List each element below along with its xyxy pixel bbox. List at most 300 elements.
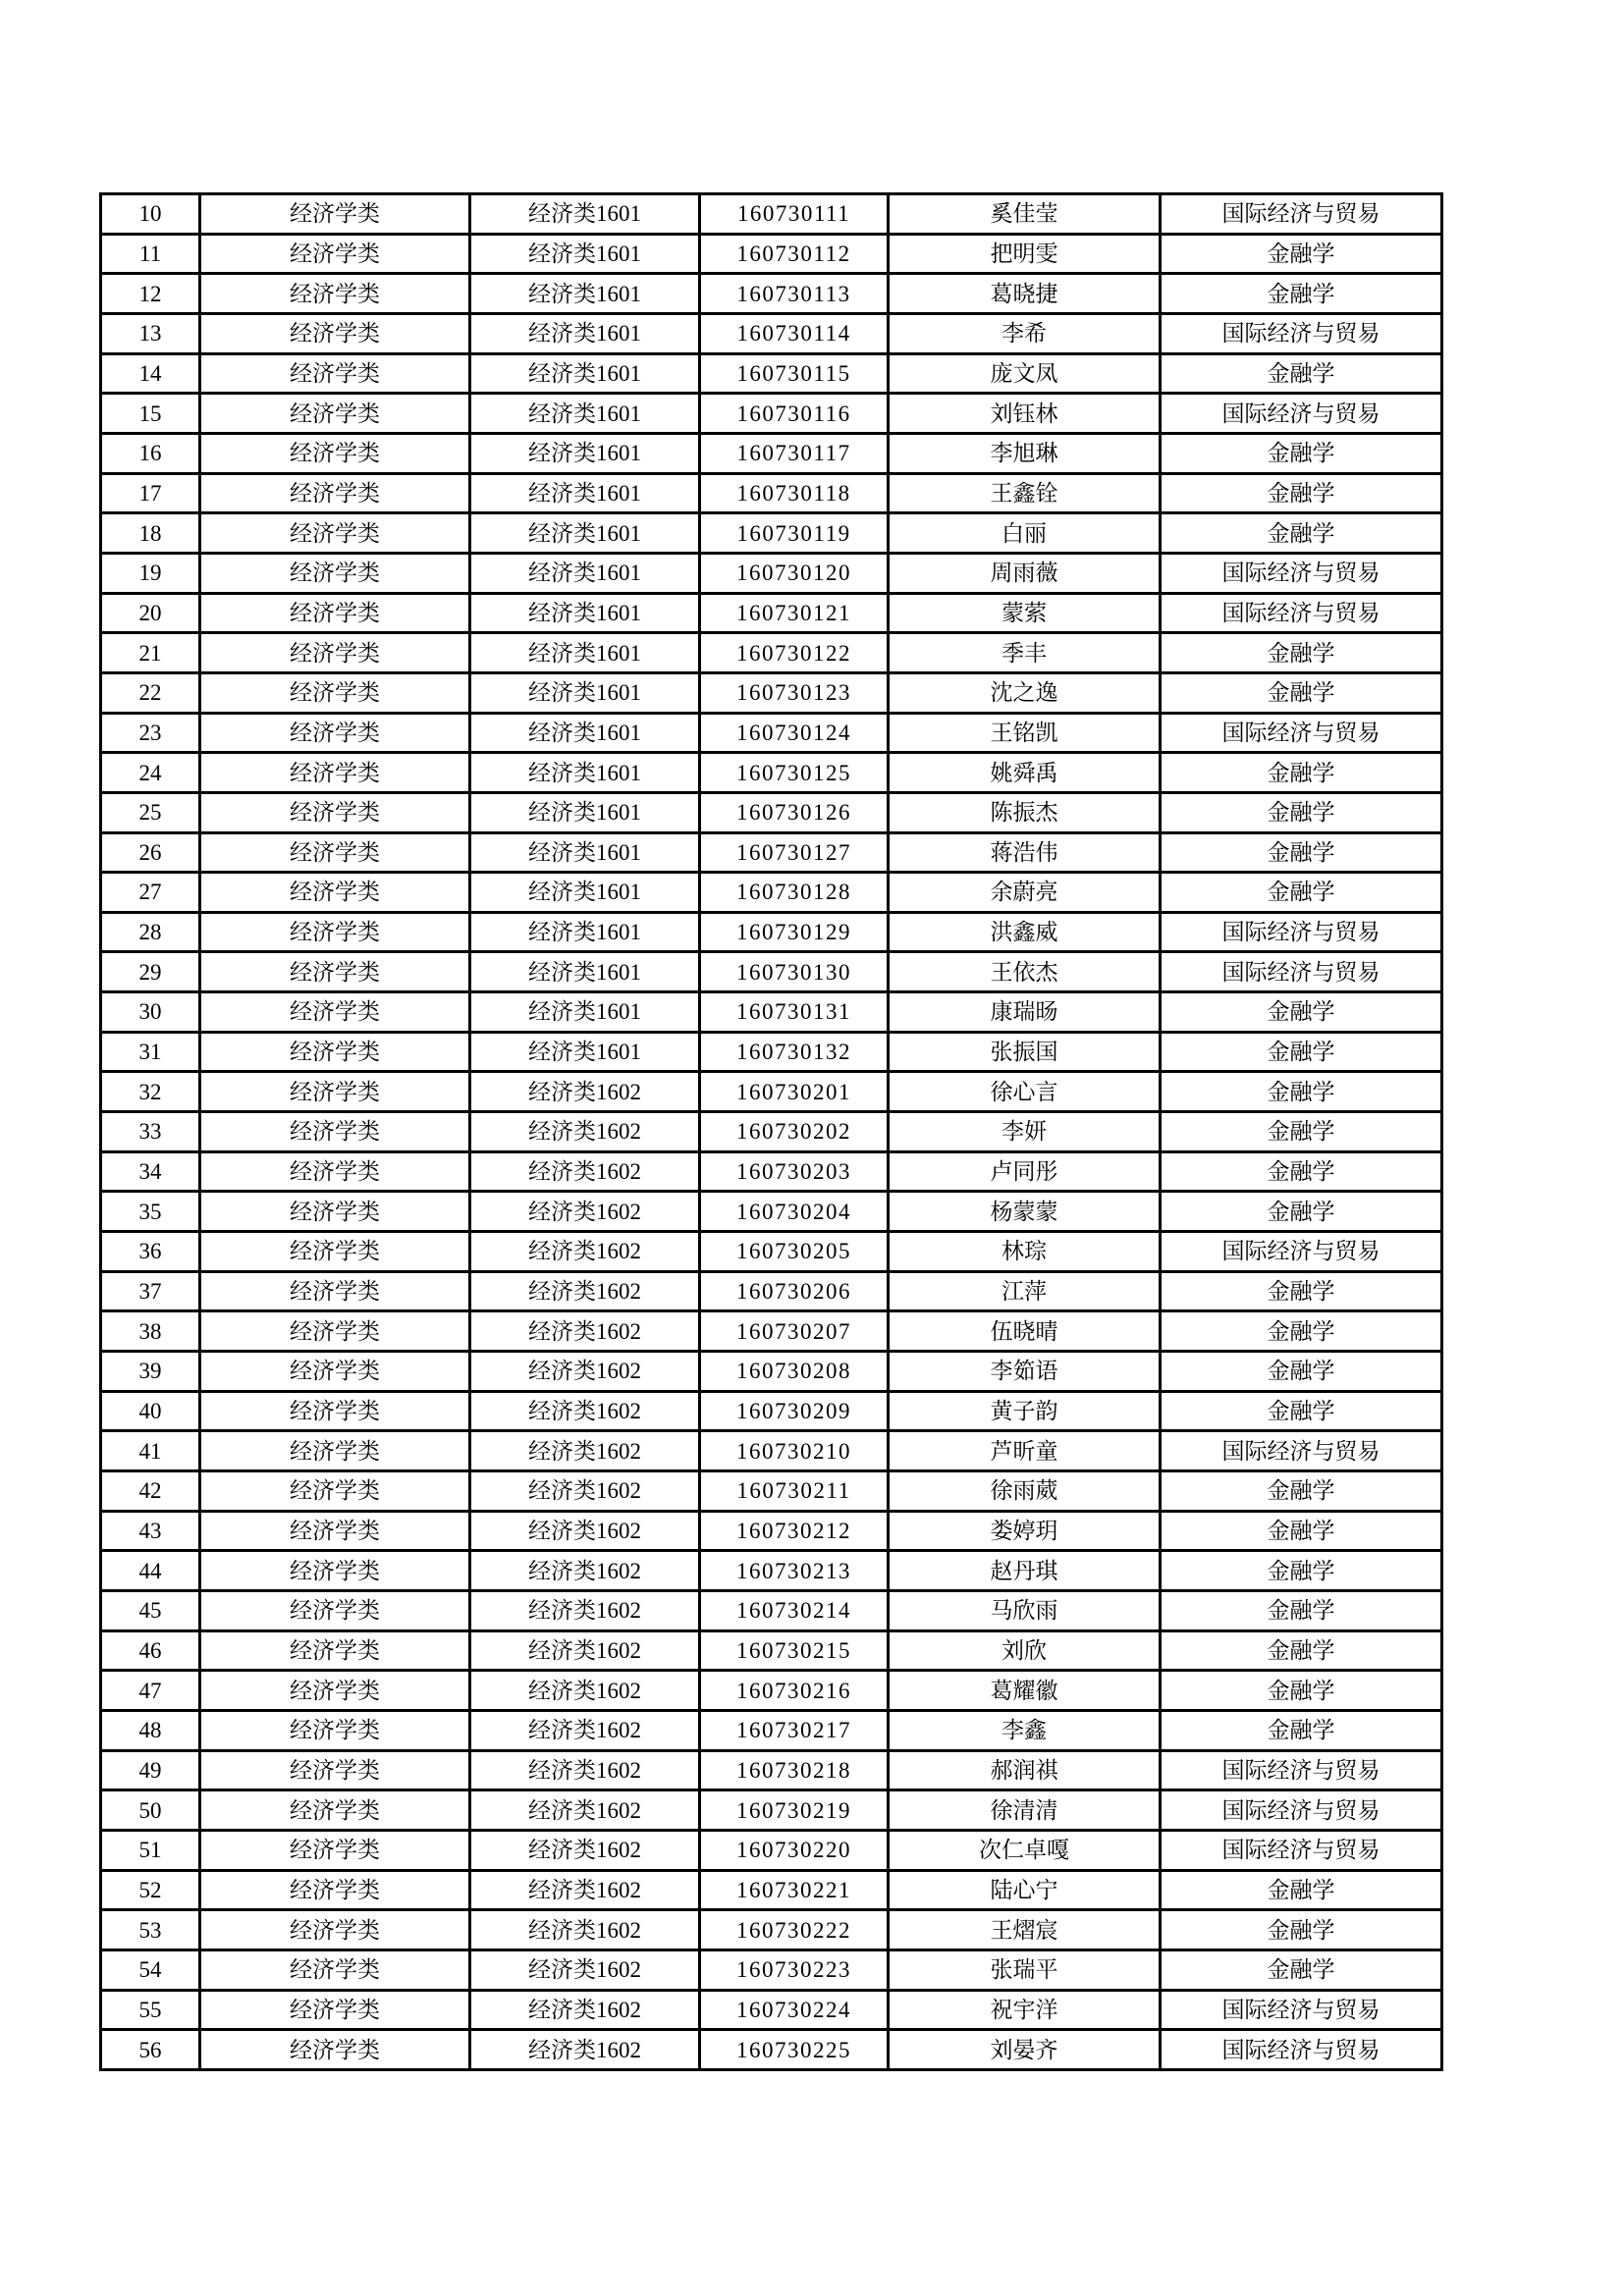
cell-student-id: 160730207	[700, 1311, 889, 1352]
cell-name: 把明雯	[889, 234, 1161, 274]
table-row	[101, 1232, 1442, 1272]
cell-name: 王铭凯	[889, 713, 1161, 753]
cell-class: 经济类1601	[470, 553, 700, 593]
table-row	[101, 672, 1442, 713]
cell-class: 经济类1601	[470, 753, 700, 793]
cell-major: 金融学	[1161, 1151, 1442, 1192]
cell-name: 李希	[889, 313, 1161, 353]
cell-student-id: 160730208	[700, 1352, 889, 1392]
cell-class: 经济类1601	[470, 394, 700, 434]
cell-row-number: 41	[101, 1431, 200, 1471]
table-row	[101, 1151, 1442, 1192]
cell-major: 国际经济与贸易	[1161, 1990, 1442, 2030]
cell-row-number: 27	[101, 873, 200, 913]
cell-student-id: 160730225	[700, 2030, 889, 2070]
cell-name: 庞文凤	[889, 353, 1161, 394]
cell-category: 经济学类	[200, 792, 470, 832]
cell-row-number: 47	[101, 1671, 200, 1711]
cell-name: 马欣雨	[889, 1590, 1161, 1630]
cell-student-id: 160730212	[700, 1511, 889, 1551]
table-row	[101, 952, 1442, 992]
cell-major: 国际经济与贸易	[1161, 194, 1442, 235]
cell-row-number: 26	[101, 832, 200, 873]
cell-name: 次仁卓嘎	[889, 1830, 1161, 1870]
cell-student-id: 160730216	[700, 1671, 889, 1711]
cell-class: 经济类1601	[470, 234, 700, 274]
cell-student-id: 160730120	[700, 553, 889, 593]
cell-major: 金融学	[1161, 1471, 1442, 1512]
cell-major: 金融学	[1161, 1311, 1442, 1352]
cell-major: 国际经济与贸易	[1161, 394, 1442, 434]
cell-class: 经济类1602	[470, 1072, 700, 1112]
cell-major: 金融学	[1161, 873, 1442, 913]
cell-name: 陆心宁	[889, 1870, 1161, 1910]
cell-name: 江萍	[889, 1271, 1161, 1311]
cell-student-id: 160730209	[700, 1391, 889, 1431]
cell-category: 经济学类	[200, 753, 470, 793]
table-row	[101, 1112, 1442, 1152]
cell-row-number: 44	[101, 1551, 200, 1591]
cell-category: 经济学类	[200, 1630, 470, 1671]
cell-category: 经济学类	[200, 1032, 470, 1072]
cell-category: 经济学类	[200, 1750, 470, 1790]
cell-row-number: 37	[101, 1271, 200, 1311]
cell-category: 经济学类	[200, 313, 470, 353]
table-row	[101, 1910, 1442, 1950]
cell-category: 经济学类	[200, 433, 470, 473]
cell-category: 经济学类	[200, 873, 470, 913]
cell-major: 金融学	[1161, 1671, 1442, 1711]
cell-class: 经济类1601	[470, 1032, 700, 1072]
cell-class: 经济类1602	[470, 1271, 700, 1311]
cell-class: 经济类1602	[470, 1710, 700, 1750]
cell-name: 杨蒙蒙	[889, 1192, 1161, 1232]
cell-name: 白丽	[889, 513, 1161, 554]
table-row	[101, 593, 1442, 633]
cell-row-number: 52	[101, 1870, 200, 1910]
cell-category: 经济学类	[200, 1671, 470, 1711]
cell-category: 经济学类	[200, 1471, 470, 1512]
cell-major: 国际经济与贸易	[1161, 2030, 1442, 2070]
cell-student-id: 160730131	[700, 992, 889, 1033]
cell-category: 经济学类	[200, 1551, 470, 1591]
cell-name: 蒋浩伟	[889, 832, 1161, 873]
table-row	[101, 513, 1442, 554]
cell-major: 国际经济与贸易	[1161, 313, 1442, 353]
cell-category: 经济学类	[200, 394, 470, 434]
cell-major: 金融学	[1161, 353, 1442, 394]
table-row	[101, 912, 1442, 952]
cell-major: 金融学	[1161, 992, 1442, 1033]
table-row	[101, 1391, 1442, 1431]
cell-student-id: 160730222	[700, 1910, 889, 1950]
cell-major: 金融学	[1161, 1870, 1442, 1910]
cell-row-number: 11	[101, 234, 200, 274]
cell-category: 经济学类	[200, 473, 470, 513]
cell-name: 王依杰	[889, 952, 1161, 992]
cell-major: 金融学	[1161, 234, 1442, 274]
cell-name: 李鑫	[889, 1710, 1161, 1750]
cell-class: 经济类1601	[470, 873, 700, 913]
cell-major: 金融学	[1161, 1511, 1442, 1551]
cell-row-number: 50	[101, 1790, 200, 1831]
cell-class: 经济类1602	[470, 1910, 700, 1950]
table-row	[101, 792, 1442, 832]
cell-student-id: 160730213	[700, 1551, 889, 1591]
cell-name: 卢同彤	[889, 1151, 1161, 1192]
cell-category: 经济学类	[200, 672, 470, 713]
cell-major: 金融学	[1161, 1910, 1442, 1950]
cell-major: 国际经济与贸易	[1161, 553, 1442, 593]
cell-student-id: 160730221	[700, 1870, 889, 1910]
cell-row-number: 19	[101, 553, 200, 593]
cell-row-number: 33	[101, 1112, 200, 1152]
table-row	[101, 1990, 1442, 2030]
cell-class: 经济类1601	[470, 792, 700, 832]
cell-row-number: 30	[101, 992, 200, 1033]
cell-category: 经济学类	[200, 912, 470, 952]
cell-row-number: 42	[101, 1471, 200, 1512]
cell-class: 经济类1602	[470, 1990, 700, 2030]
table-row	[101, 1590, 1442, 1630]
table-row	[101, 832, 1442, 873]
cell-student-id: 160730125	[700, 753, 889, 793]
table-row	[101, 1551, 1442, 1591]
table-row	[101, 313, 1442, 353]
cell-name: 季丰	[889, 633, 1161, 673]
cell-student-id: 160730203	[700, 1151, 889, 1192]
cell-student-id: 160730122	[700, 633, 889, 673]
table-row	[101, 1192, 1442, 1232]
cell-major: 金融学	[1161, 1391, 1442, 1431]
cell-category: 经济学类	[200, 1232, 470, 1272]
cell-class: 经济类1602	[470, 1790, 700, 1831]
cell-category: 经济学类	[200, 1870, 470, 1910]
cell-class: 经济类1602	[470, 1949, 700, 1990]
table-row	[101, 713, 1442, 753]
table-row	[101, 274, 1442, 314]
table-row	[101, 1830, 1442, 1870]
cell-student-id: 160730123	[700, 672, 889, 713]
cell-row-number: 21	[101, 633, 200, 673]
cell-row-number: 29	[101, 952, 200, 992]
cell-class: 经济类1602	[470, 1431, 700, 1471]
cell-student-id: 160730113	[700, 274, 889, 314]
cell-row-number: 22	[101, 672, 200, 713]
cell-class: 经济类1602	[470, 1750, 700, 1790]
cell-class: 经济类1601	[470, 912, 700, 952]
cell-name: 张瑞平	[889, 1949, 1161, 1990]
cell-category: 经济学类	[200, 1710, 470, 1750]
cell-row-number: 51	[101, 1830, 200, 1870]
cell-student-id: 160730205	[700, 1232, 889, 1272]
cell-row-number: 14	[101, 353, 200, 394]
cell-student-id: 160730112	[700, 234, 889, 274]
cell-student-id: 160730217	[700, 1710, 889, 1750]
cell-category: 经济学类	[200, 1072, 470, 1112]
cell-row-number: 13	[101, 313, 200, 353]
table-row	[101, 753, 1442, 793]
cell-category: 经济学类	[200, 1949, 470, 1990]
cell-major: 金融学	[1161, 1630, 1442, 1671]
cell-class: 经济类1601	[470, 353, 700, 394]
cell-name: 蒙萦	[889, 593, 1161, 633]
cell-class: 经济类1602	[470, 1551, 700, 1591]
cell-name: 刘欣	[889, 1630, 1161, 1671]
cell-row-number: 10	[101, 194, 200, 235]
cell-row-number: 43	[101, 1511, 200, 1551]
table-row	[101, 1072, 1442, 1112]
cell-name: 沈之逸	[889, 672, 1161, 713]
table-row	[101, 353, 1442, 394]
cell-student-id: 160730220	[700, 1830, 889, 1870]
cell-major: 金融学	[1161, 274, 1442, 314]
cell-student-id: 160730118	[700, 473, 889, 513]
cell-class: 经济类1601	[470, 992, 700, 1033]
table-row	[101, 1750, 1442, 1790]
cell-category: 经济学类	[200, 713, 470, 753]
cell-category: 经济学类	[200, 353, 470, 394]
cell-class: 经济类1601	[470, 194, 700, 235]
cell-major: 国际经济与贸易	[1161, 713, 1442, 753]
cell-row-number: 25	[101, 792, 200, 832]
cell-name: 周雨薇	[889, 553, 1161, 593]
table-row	[101, 1870, 1442, 1910]
cell-row-number: 12	[101, 274, 200, 314]
table-row	[101, 992, 1442, 1033]
cell-category: 经济学类	[200, 1151, 470, 1192]
table-row	[101, 1511, 1442, 1551]
cell-student-id: 160730219	[700, 1790, 889, 1831]
cell-row-number: 56	[101, 2030, 200, 2070]
cell-name: 刘晏齐	[889, 2030, 1161, 2070]
cell-category: 经济学类	[200, 1192, 470, 1232]
cell-name: 陈振杰	[889, 792, 1161, 832]
cell-category: 经济学类	[200, 553, 470, 593]
cell-class: 经济类1601	[470, 672, 700, 713]
cell-student-id: 160730224	[700, 1990, 889, 2030]
cell-name: 芦昕童	[889, 1431, 1161, 1471]
cell-row-number: 54	[101, 1949, 200, 1990]
cell-class: 经济类1602	[470, 1311, 700, 1352]
cell-name: 郝润祺	[889, 1750, 1161, 1790]
cell-category: 经济学类	[200, 1790, 470, 1831]
cell-major: 金融学	[1161, 1710, 1442, 1750]
cell-name: 王熠宸	[889, 1910, 1161, 1950]
cell-student-id: 160730117	[700, 433, 889, 473]
cell-major: 金融学	[1161, 1949, 1442, 1990]
cell-name: 洪鑫威	[889, 912, 1161, 952]
cell-student-id: 160730124	[700, 713, 889, 753]
table-row	[101, 473, 1442, 513]
cell-student-id: 160730223	[700, 1949, 889, 1990]
cell-class: 经济类1601	[470, 713, 700, 753]
cell-major: 金融学	[1161, 433, 1442, 473]
cell-category: 经济学类	[200, 952, 470, 992]
table-row	[101, 1471, 1442, 1512]
cell-major: 国际经济与贸易	[1161, 1790, 1442, 1831]
cell-category: 经济学类	[200, 1112, 470, 1152]
cell-major: 国际经济与贸易	[1161, 593, 1442, 633]
cell-row-number: 15	[101, 394, 200, 434]
cell-major: 金融学	[1161, 513, 1442, 554]
cell-student-id: 160730119	[700, 513, 889, 554]
cell-major: 金融学	[1161, 633, 1442, 673]
cell-student-id: 160730127	[700, 832, 889, 873]
cell-class: 经济类1602	[470, 1511, 700, 1551]
table-row	[101, 1352, 1442, 1392]
cell-row-number: 32	[101, 1072, 200, 1112]
table-row	[101, 1671, 1442, 1711]
cell-name: 康瑞旸	[889, 992, 1161, 1033]
table-row	[101, 633, 1442, 673]
cell-student-id: 160730132	[700, 1032, 889, 1072]
cell-student-id: 160730116	[700, 394, 889, 434]
table-row	[101, 1630, 1442, 1671]
cell-major: 国际经济与贸易	[1161, 1232, 1442, 1272]
cell-name: 赵丹琪	[889, 1551, 1161, 1591]
cell-row-number: 48	[101, 1710, 200, 1750]
table-row	[101, 1790, 1442, 1831]
cell-student-id: 160730211	[700, 1471, 889, 1512]
cell-row-number: 20	[101, 593, 200, 633]
cell-class: 经济类1602	[470, 1630, 700, 1671]
cell-category: 经济学类	[200, 1511, 470, 1551]
cell-student-id: 160730206	[700, 1271, 889, 1311]
cell-major: 国际经济与贸易	[1161, 1431, 1442, 1471]
cell-student-id: 160730201	[700, 1072, 889, 1112]
cell-class: 经济类1602	[470, 1830, 700, 1870]
table-row	[101, 2030, 1442, 2070]
cell-major: 金融学	[1161, 1352, 1442, 1392]
cell-category: 经济学类	[200, 1990, 470, 2030]
table-row	[101, 1032, 1442, 1072]
cell-row-number: 55	[101, 1990, 200, 2030]
cell-name: 刘钰林	[889, 394, 1161, 434]
cell-name: 伍晓晴	[889, 1311, 1161, 1352]
table-row	[101, 433, 1442, 473]
cell-name: 张振国	[889, 1032, 1161, 1072]
cell-category: 经济学类	[200, 832, 470, 873]
cell-category: 经济学类	[200, 1311, 470, 1352]
cell-category: 经济学类	[200, 234, 470, 274]
cell-class: 经济类1601	[470, 832, 700, 873]
cell-name: 奚佳莹	[889, 194, 1161, 235]
cell-row-number: 18	[101, 513, 200, 554]
cell-row-number: 39	[101, 1352, 200, 1392]
cell-name: 李妍	[889, 1112, 1161, 1152]
cell-major: 金融学	[1161, 1271, 1442, 1311]
table-row	[101, 553, 1442, 593]
table-row	[101, 394, 1442, 434]
cell-major: 金融学	[1161, 753, 1442, 793]
student-roster-table	[99, 192, 1443, 2071]
cell-student-id: 160730204	[700, 1192, 889, 1232]
cell-class: 经济类1601	[470, 433, 700, 473]
cell-student-id: 160730115	[700, 353, 889, 394]
cell-student-id: 160730202	[700, 1112, 889, 1152]
cell-category: 经济学类	[200, 194, 470, 235]
cell-major: 金融学	[1161, 832, 1442, 873]
cell-major: 国际经济与贸易	[1161, 1830, 1442, 1870]
cell-category: 经济学类	[200, 1830, 470, 1870]
cell-row-number: 40	[101, 1391, 200, 1431]
cell-major: 金融学	[1161, 1112, 1442, 1152]
cell-name: 李旭琳	[889, 433, 1161, 473]
cell-row-number: 28	[101, 912, 200, 952]
cell-class: 经济类1602	[470, 1352, 700, 1392]
cell-class: 经济类1602	[470, 1471, 700, 1512]
cell-major: 金融学	[1161, 1192, 1442, 1232]
cell-class: 经济类1602	[470, 1112, 700, 1152]
cell-row-number: 35	[101, 1192, 200, 1232]
cell-class: 经济类1602	[470, 2030, 700, 2070]
cell-row-number: 46	[101, 1630, 200, 1671]
cell-class: 经济类1602	[470, 1671, 700, 1711]
table-row	[101, 1271, 1442, 1311]
cell-name: 葛晓捷	[889, 274, 1161, 314]
cell-category: 经济学类	[200, 2030, 470, 2070]
cell-student-id: 160730129	[700, 912, 889, 952]
cell-row-number: 38	[101, 1311, 200, 1352]
cell-class: 经济类1602	[470, 1232, 700, 1272]
cell-major: 金融学	[1161, 792, 1442, 832]
cell-class: 经济类1601	[470, 593, 700, 633]
table-row	[101, 1431, 1442, 1471]
cell-class: 经济类1601	[470, 633, 700, 673]
cell-row-number: 24	[101, 753, 200, 793]
cell-student-id: 160730111	[700, 194, 889, 235]
cell-category: 经济学类	[200, 633, 470, 673]
cell-name: 王鑫铨	[889, 473, 1161, 513]
cell-category: 经济学类	[200, 1352, 470, 1392]
cell-class: 经济类1601	[470, 952, 700, 992]
cell-student-id: 160730215	[700, 1630, 889, 1671]
cell-major: 金融学	[1161, 1072, 1442, 1112]
cell-category: 经济学类	[200, 513, 470, 554]
cell-class: 经济类1601	[470, 274, 700, 314]
cell-class: 经济类1602	[470, 1870, 700, 1910]
cell-major: 金融学	[1161, 1551, 1442, 1591]
table-row	[101, 1949, 1442, 1990]
cell-student-id: 160730218	[700, 1750, 889, 1790]
cell-name: 徐心言	[889, 1072, 1161, 1112]
cell-class: 经济类1602	[470, 1192, 700, 1232]
cell-category: 经济学类	[200, 1590, 470, 1630]
cell-row-number: 53	[101, 1910, 200, 1950]
cell-major: 国际经济与贸易	[1161, 1750, 1442, 1790]
cell-name: 姚舜禹	[889, 753, 1161, 793]
cell-category: 经济学类	[200, 1271, 470, 1311]
cell-name: 徐清清	[889, 1790, 1161, 1831]
cell-class: 经济类1602	[470, 1590, 700, 1630]
cell-row-number: 31	[101, 1032, 200, 1072]
cell-name: 余蔚亮	[889, 873, 1161, 913]
cell-row-number: 17	[101, 473, 200, 513]
cell-class: 经济类1601	[470, 473, 700, 513]
cell-student-id: 160730130	[700, 952, 889, 992]
cell-major: 金融学	[1161, 672, 1442, 713]
cell-row-number: 34	[101, 1151, 200, 1192]
cell-category: 经济学类	[200, 992, 470, 1033]
cell-class: 经济类1601	[470, 313, 700, 353]
cell-row-number: 16	[101, 433, 200, 473]
cell-major: 金融学	[1161, 1032, 1442, 1072]
cell-student-id: 160730128	[700, 873, 889, 913]
cell-category: 经济学类	[200, 1910, 470, 1950]
cell-name: 葛耀徽	[889, 1671, 1161, 1711]
cell-category: 经济学类	[200, 1431, 470, 1471]
